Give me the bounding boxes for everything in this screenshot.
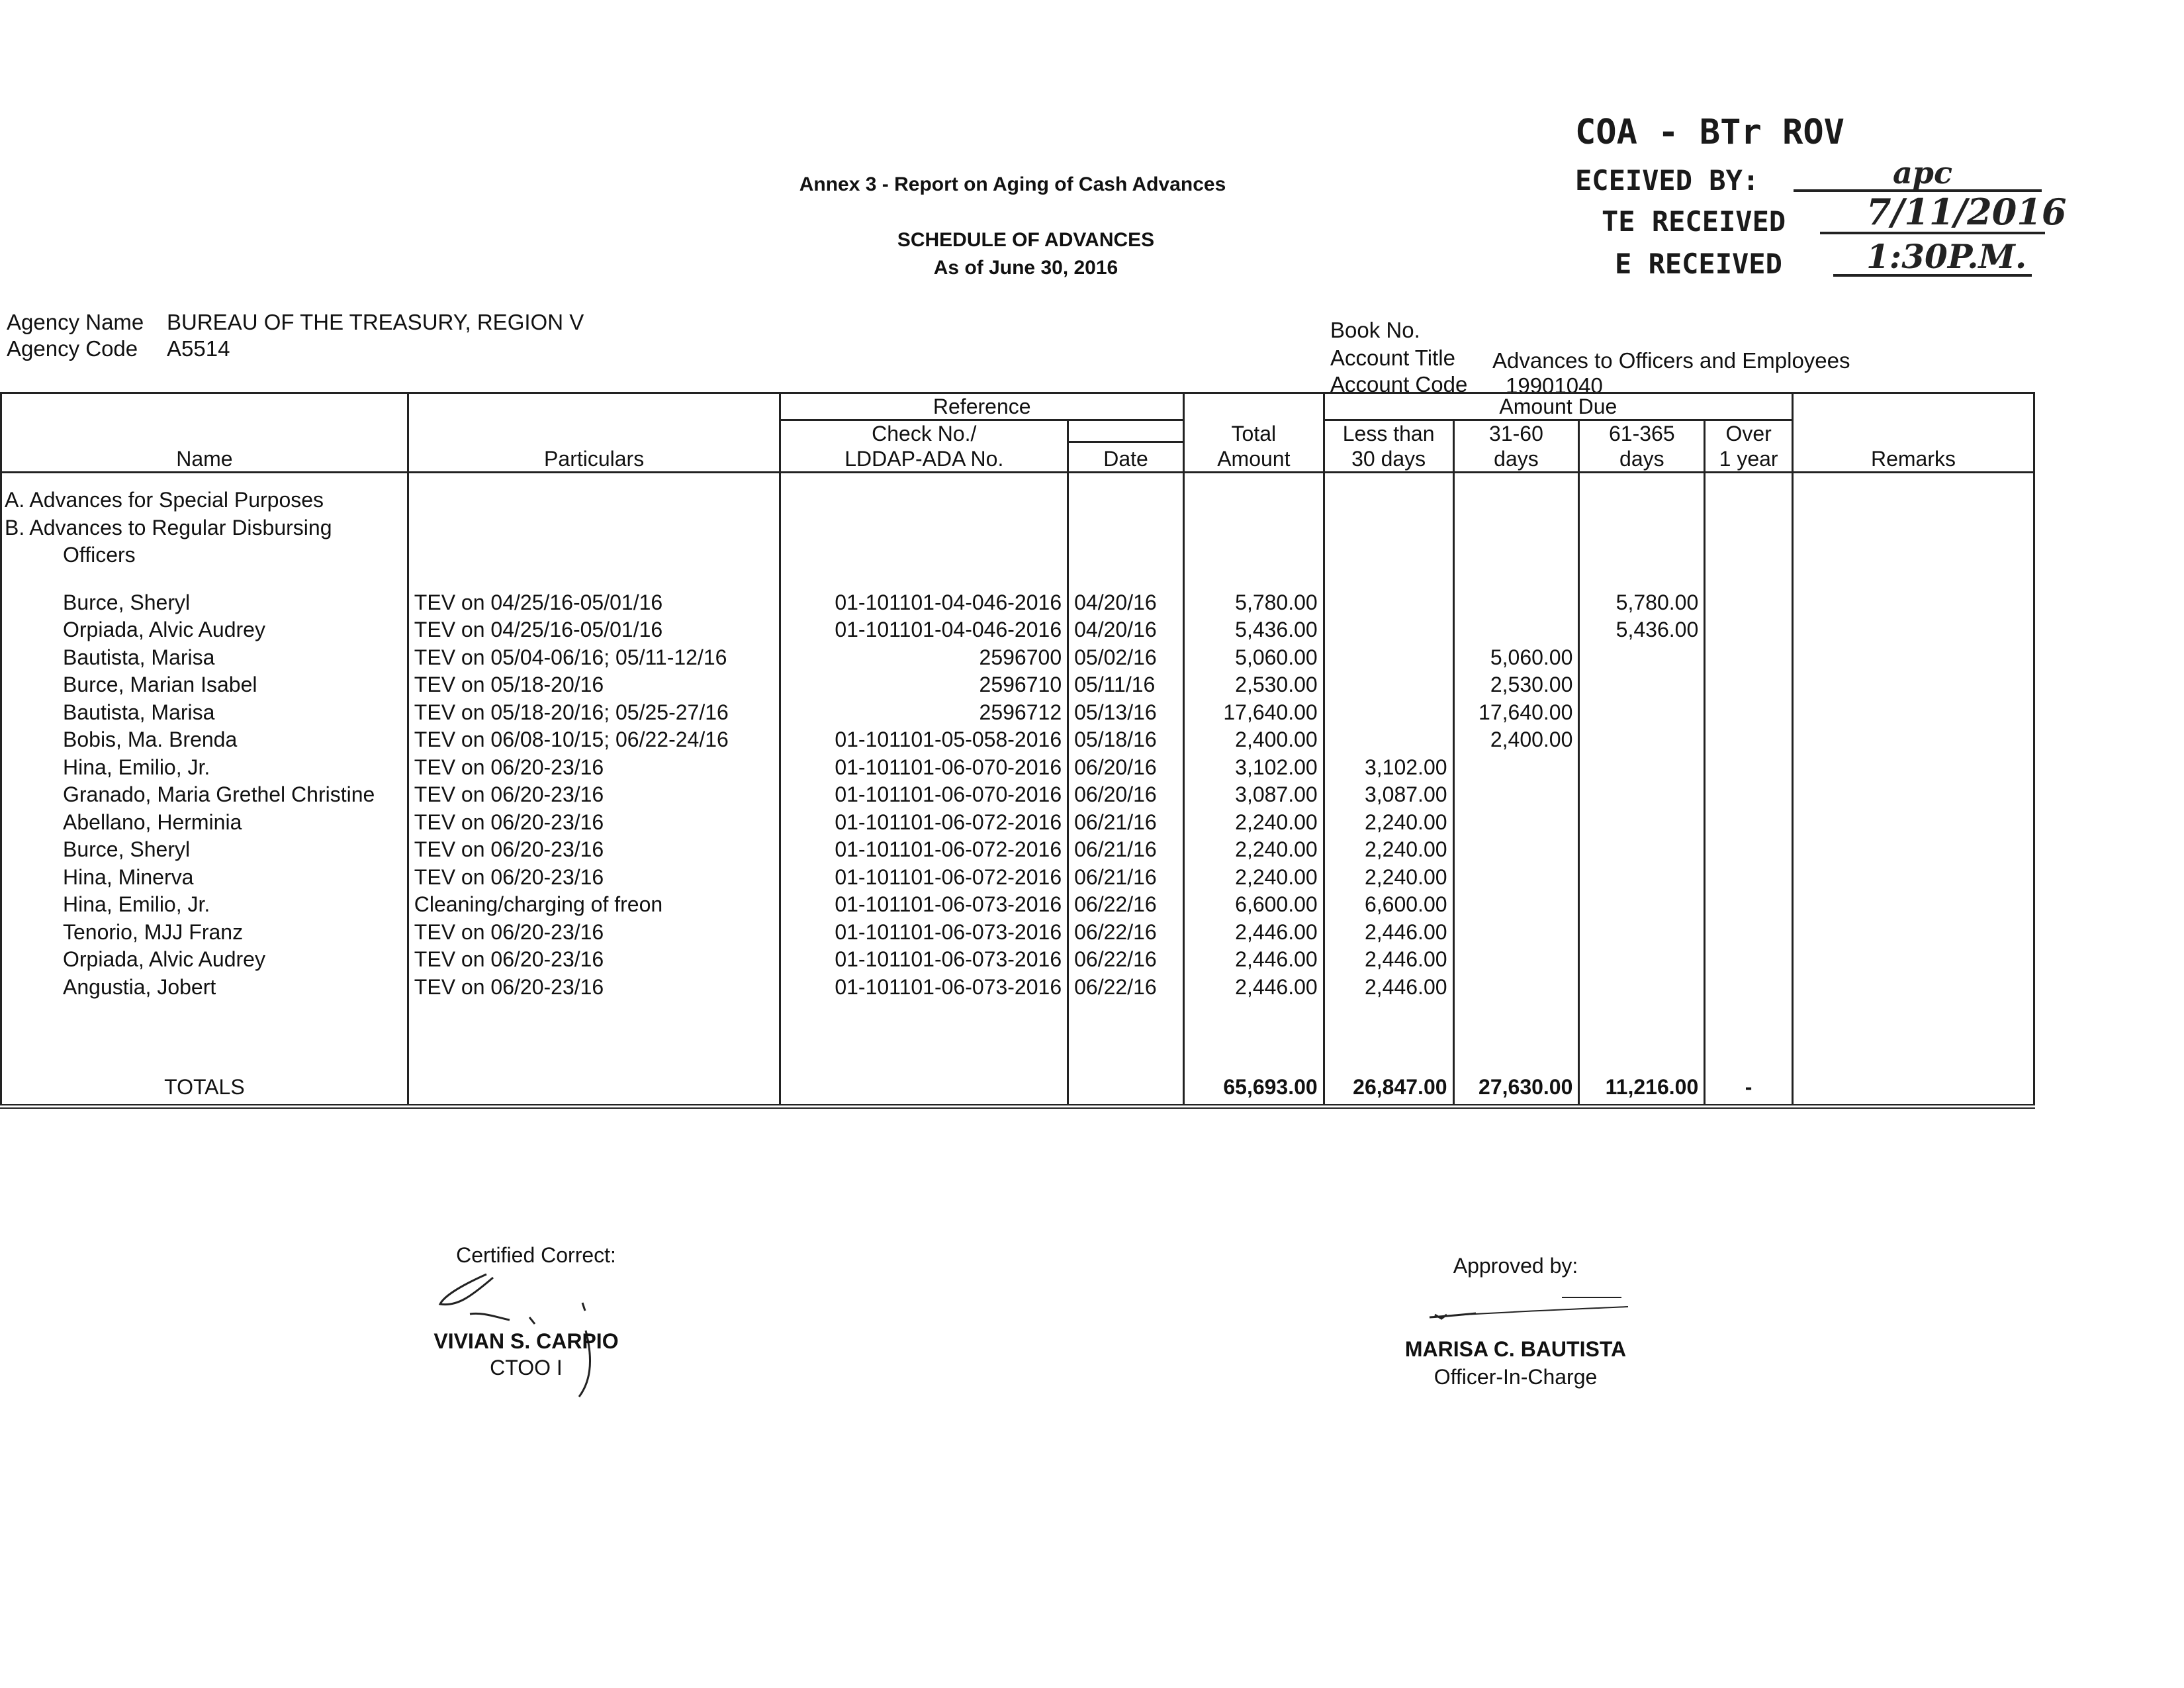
certified-label: Certified Correct: [456,1243,616,1267]
section-b-label: B. Advances to Regular Disbursing [1,514,408,542]
row-31-60 [1453,616,1579,644]
row-61-365 [1579,644,1705,672]
stamp-underline-2 [1820,232,2045,234]
row-31-60 [1453,864,1579,892]
row-total: 2,530.00 [1183,671,1324,699]
row-61-365 [1579,754,1705,782]
row-remarks [1792,946,2034,974]
row-lt30 [1324,726,1453,754]
col-date-spacer [1068,420,1184,442]
row-name: Abellano, Herminia [1,809,408,837]
row-total: 5,436.00 [1183,616,1324,644]
account-title-label: Account Title [1330,346,1455,370]
agency-code-value: A5514 [167,336,230,361]
row-total: 3,087.00 [1183,781,1324,809]
row-reference: 01-101101-06-073-2016 [780,946,1068,974]
row-over-1-year [1705,589,1793,617]
certified-title: CTOO I [490,1356,563,1380]
row-particulars: TEV on 06/08-10/15; 06/22-24/16 [408,726,780,754]
row-over-1-year [1705,754,1793,782]
totals-61-365: 11,216.00 [1579,1074,1705,1106]
section-a-label: A. Advances for Special Purposes [1,473,408,514]
totals-31-60: 27,630.00 [1453,1074,1579,1106]
row-lt30: 3,102.00 [1324,754,1453,782]
row-61-365 [1579,919,1705,947]
agency-name-value: BUREAU OF THE TREASURY, REGION V [167,310,584,334]
row-total: 2,240.00 [1183,836,1324,864]
row-particulars: TEV on 06/20-23/16 [408,974,780,1002]
table-row [1,974,2034,1002]
row-name: Bobis, Ma. Brenda [1,726,408,754]
row-total: 3,102.00 [1183,754,1324,782]
row-61-365 [1579,891,1705,919]
account-code-label: Account Code [1330,372,1468,397]
stamp-office: COA - BTr ROV [1575,113,1844,152]
row-date: 06/20/16 [1068,754,1184,782]
row-over-1-year [1705,836,1793,864]
row-reference: 01-101101-04-046-2016 [780,589,1068,617]
row-date: 04/20/16 [1068,589,1184,617]
approved-signature [1423,1291,1641,1331]
stamp-time-received-label: E RECEIVED [1615,248,1782,280]
col-total: Total Amount [1183,393,1324,473]
row-lt30 [1324,589,1453,617]
table-row [1,781,2034,809]
col-over-1-year: Over 1 year [1705,420,1793,473]
row-lt30 [1324,671,1453,699]
row-over-1-year [1705,726,1793,754]
table-row [1,616,2034,644]
table-row [1,891,2034,919]
row-over-1-year [1705,864,1793,892]
row-name: Burce, Marian Isabel [1,671,408,699]
row-over-1-year [1705,671,1793,699]
row-remarks [1792,726,2034,754]
row-lt30: 2,240.00 [1324,836,1453,864]
row-remarks [1792,644,2034,672]
row-particulars: TEV on 06/20-23/16 [408,946,780,974]
row-date: 06/21/16 [1068,864,1184,892]
stamp-date-received-label: TE RECEIVED [1602,205,1786,238]
approved-label: Approved by: [1453,1254,1578,1278]
stamp-received-by-value: apc [1893,155,1952,191]
agency-name-label: Agency Name [7,310,144,334]
col-61-365: 61-365 days [1579,420,1705,473]
row-reference: 01-101101-04-046-2016 [780,616,1068,644]
row-31-60: 2,530.00 [1453,671,1579,699]
row-over-1-year [1705,644,1793,672]
row-31-60 [1453,754,1579,782]
row-total: 2,240.00 [1183,864,1324,892]
schedule-title: SCHEDULE OF ADVANCES [897,229,1155,251]
row-31-60 [1453,946,1579,974]
table-row [1,946,2034,974]
row-name: Bautista, Marisa [1,644,408,672]
row-lt30: 3,087.00 [1324,781,1453,809]
row-date: 05/18/16 [1068,726,1184,754]
row-reference: 01-101101-06-070-2016 [780,781,1068,809]
row-remarks [1792,864,2034,892]
row-61-365 [1579,809,1705,837]
row-over-1-year [1705,699,1793,727]
row-31-60 [1453,836,1579,864]
row-total: 5,780.00 [1183,589,1324,617]
row-31-60 [1453,891,1579,919]
col-particulars: Particulars [408,393,780,473]
col-31-60: 31-60 days [1453,420,1579,473]
table-row [1,589,2034,617]
row-over-1-year [1705,946,1793,974]
row-name: Hina, Emilio, Jr. [1,891,408,919]
stamp-received-by-label: ECEIVED BY: [1575,164,1760,197]
row-name: Bautista, Marisa [1,699,408,727]
row-61-365 [1579,974,1705,1002]
section-b-label-cont: Officers [1,541,408,569]
row-name: Burce, Sheryl [1,589,408,617]
table-row [1,726,2034,754]
row-total: 17,640.00 [1183,699,1324,727]
book-no-label: Book No. [1330,318,1420,342]
row-reference: 01-101101-06-073-2016 [780,974,1068,1002]
table-row [1,644,2034,672]
table-row [1,919,2034,947]
certified-name: VIVIAN S. CARPIO [433,1329,619,1353]
row-total: 2,446.00 [1183,974,1324,1002]
row-date: 05/13/16 [1068,699,1184,727]
table-row [1,809,2034,837]
row-remarks [1792,589,2034,617]
row-particulars: TEV on 05/18-20/16; 05/25-27/16 [408,699,780,727]
row-lt30: 2,446.00 [1324,974,1453,1002]
row-total: 5,060.00 [1183,644,1324,672]
row-date: 06/22/16 [1068,974,1184,1002]
row-total: 2,446.00 [1183,919,1324,947]
row-61-365 [1579,946,1705,974]
row-lt30: 2,240.00 [1324,864,1453,892]
row-date: 06/22/16 [1068,919,1184,947]
receiving-stamp [1575,113,2067,285]
stamp-time-received-value: 1:30P.M. [1866,237,2027,276]
row-total: 2,240.00 [1183,809,1324,837]
row-total: 2,400.00 [1183,726,1324,754]
row-remarks [1792,809,2034,837]
row-over-1-year [1705,891,1793,919]
row-date: 04/20/16 [1068,616,1184,644]
schedule-table [0,392,2035,1109]
table-row [1,864,2034,892]
row-31-60: 5,060.00 [1453,644,1579,672]
row-date: 05/02/16 [1068,644,1184,672]
row-over-1-year [1705,781,1793,809]
row-name: Tenorio, MJJ Franz [1,919,408,947]
row-remarks [1792,754,2034,782]
row-date: 06/21/16 [1068,809,1184,837]
totals-over: - [1705,1074,1793,1106]
gap-row-2 [1,1001,2034,1074]
row-reference: 01-101101-06-073-2016 [780,891,1068,919]
agency-code-label: Agency Code [7,336,138,361]
row-remarks [1792,781,2034,809]
section-b-row [1,514,2034,542]
row-61-365 [1579,726,1705,754]
col-date: Date [1068,442,1184,473]
row-name: Hina, Minerva [1,864,408,892]
row-reference: 01-101101-06-072-2016 [780,809,1068,837]
row-particulars: TEV on 05/04-06/16; 05/11-12/16 [408,644,780,672]
totals-lt30: 26,847.00 [1324,1074,1453,1106]
row-particulars: TEV on 06/20-23/16 [408,864,780,892]
totals-total: 65,693.00 [1183,1074,1324,1106]
row-31-60 [1453,919,1579,947]
row-61-365 [1579,781,1705,809]
row-name: Granado, Maria Grethel Christine [1,781,408,809]
row-over-1-year [1705,974,1793,1002]
row-reference: 01-101101-06-072-2016 [780,864,1068,892]
row-lt30 [1324,644,1453,672]
account-code-value: 19901040 [1506,373,1603,398]
row-date: 06/20/16 [1068,781,1184,809]
row-lt30: 2,446.00 [1324,919,1453,947]
row-total: 2,446.00 [1183,946,1324,974]
row-reference: 01-101101-06-073-2016 [780,919,1068,947]
row-name: Burce, Sheryl [1,836,408,864]
row-remarks [1792,671,2034,699]
row-lt30: 2,240.00 [1324,809,1453,837]
col-name: Name [1,393,408,473]
col-reference: Reference [780,393,1183,420]
row-particulars: Cleaning/charging of freon [408,891,780,919]
row-particulars: TEV on 05/18-20/16 [408,671,780,699]
row-reference: 01-101101-05-058-2016 [780,726,1068,754]
row-reference: 01-101101-06-070-2016 [780,754,1068,782]
section-b-row-cont [1,541,2034,569]
row-lt30 [1324,699,1453,727]
row-61-365 [1579,699,1705,727]
row-61-365: 5,436.00 [1579,616,1705,644]
row-reference: 01-101101-06-072-2016 [780,836,1068,864]
row-61-365 [1579,671,1705,699]
row-over-1-year [1705,809,1793,837]
row-reference: 2596712 [780,699,1068,727]
row-name: Orpiada, Alvic Audrey [1,946,408,974]
row-date: 06/21/16 [1068,836,1184,864]
row-name: Angustia, Jobert [1,974,408,1002]
col-amount-due: Amount Due [1324,393,1792,420]
approved-name: MARISA C. BAUTISTA [1404,1337,1627,1361]
row-particulars: TEV on 06/20-23/16 [408,836,780,864]
row-remarks [1792,974,2034,1002]
totals-row [1,1074,2034,1106]
row-61-365: 5,780.00 [1579,589,1705,617]
col-check-no: Check No./ LDDAP-ADA No. [780,420,1068,473]
row-31-60 [1453,781,1579,809]
col-remarks: Remarks [1792,393,2034,473]
row-name: Orpiada, Alvic Audrey [1,616,408,644]
section-a-row [1,473,2034,514]
row-remarks [1792,891,2034,919]
row-61-365 [1579,836,1705,864]
totals-label: TOTALS [1,1074,408,1106]
table-row [1,671,2034,699]
row-date: 05/11/16 [1068,671,1184,699]
row-31-60 [1453,974,1579,1002]
row-particulars: TEV on 06/20-23/16 [408,754,780,782]
row-lt30 [1324,616,1453,644]
row-remarks [1792,836,2034,864]
row-31-60 [1453,809,1579,837]
row-reference: 2596700 [780,644,1068,672]
row-lt30: 6,600.00 [1324,891,1453,919]
row-name: Hina, Emilio, Jr. [1,754,408,782]
col-lt30: Less than 30 days [1324,420,1453,473]
row-remarks [1792,919,2034,947]
row-particulars: TEV on 06/20-23/16 [408,809,780,837]
table-row [1,699,2034,727]
row-lt30: 2,446.00 [1324,946,1453,974]
stamp-date-received-value: 7/11/2016 [1866,191,2067,233]
row-31-60 [1453,589,1579,617]
table-row [1,754,2034,782]
table-row [1,836,2034,864]
gap-row [1,569,2034,589]
row-61-365 [1579,864,1705,892]
row-over-1-year [1705,616,1793,644]
row-total: 6,600.00 [1183,891,1324,919]
row-particulars: TEV on 04/25/16-05/01/16 [408,616,780,644]
row-reference: 2596710 [780,671,1068,699]
row-remarks [1792,616,2034,644]
account-title-value: Advances to Officers and Employees [1492,348,1850,373]
row-particulars: TEV on 04/25/16-05/01/16 [408,589,780,617]
row-date: 06/22/16 [1068,946,1184,974]
row-date: 06/22/16 [1068,891,1184,919]
row-particulars: TEV on 06/20-23/16 [408,781,780,809]
row-31-60: 17,640.00 [1453,699,1579,727]
row-remarks [1792,699,2034,727]
approved-title: Officer-In-Charge [1433,1365,1598,1389]
row-particulars: TEV on 06/20-23/16 [408,919,780,947]
row-over-1-year [1705,919,1793,947]
annex-title: Annex 3 - Report on Aging of Cash Advances [799,173,1226,195]
as-of-date: As of June 30, 2016 [933,257,1118,279]
stamp-underline-3 [1833,274,2032,277]
row-31-60: 2,400.00 [1453,726,1579,754]
